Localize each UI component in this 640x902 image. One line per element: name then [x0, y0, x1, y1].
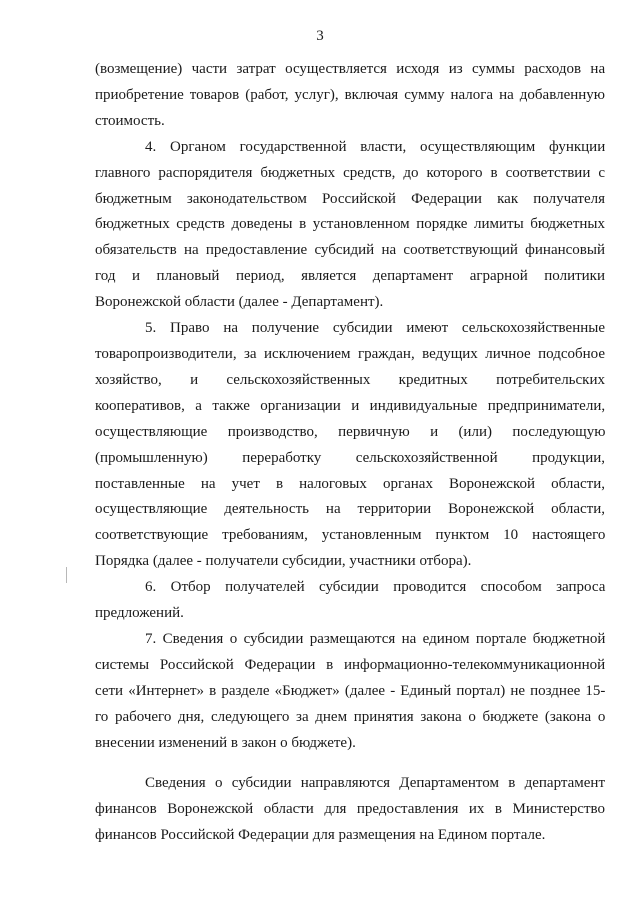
text-line: поставленные на учет в налоговых органах Воронежской области,	[95, 475, 605, 492]
text-line: предложений.	[95, 605, 184, 622]
text-line: 4. Органом государственной власти, осуществляющим функции	[145, 138, 606, 155]
text-line: финансов Воронежской области для предоставления их в Министерство	[95, 801, 605, 818]
text-line: товаропроизводители, за исключением граждан, ведущих личное подсобное	[95, 345, 605, 362]
text-line: Порядка (далее - получатели субсидии, участники отбора).	[95, 553, 472, 570]
paragraph-7	[95, 627, 605, 757]
text-line: го рабочего дня, следующего за днем принятия закона о бюджете (закона о	[95, 708, 606, 725]
text-line: 5. Право на получение субсидии имеют сельскохозяйственные	[145, 320, 605, 337]
text-line: хозяйство, и сельскохозяйственных кредитных потребительских	[95, 371, 605, 388]
text-line: год и плановый период, является департамент аграрной политики	[95, 268, 605, 285]
text-line: финансов Российской Федерации для размещения на Едином портале.	[95, 827, 546, 844]
document-body	[95, 57, 605, 849]
text-line: кооперативов, а также организации и индивидуальные предприниматели,	[95, 397, 606, 414]
text-line: Воронежской области (далее - Департамент).	[95, 294, 384, 311]
margin-scan-mark	[66, 567, 67, 583]
paragraph-6	[95, 575, 605, 627]
paragraph-continuation	[95, 57, 605, 135]
text-line: сети «Интернет» в разделе «Бюджет» (далее - Единый портал) не позднее 15-	[95, 682, 606, 699]
text-line: (возмещение) части затрат осуществляется исходя из суммы расходов на	[95, 61, 606, 77]
text-line: системы Российской Федерации в информационно-телекоммуникационной	[95, 656, 606, 673]
text-line: соответствующие требованиям, установленным пунктом 10 настоящего	[95, 527, 606, 544]
text-line: внесении изменений в закон о бюджете).	[95, 734, 356, 751]
text-line: бюджетных средств доведены в установленном порядке лимиты бюджетных	[95, 216, 605, 233]
paragraph-info-transfer	[95, 771, 605, 849]
paragraph-5	[95, 316, 605, 575]
text-line: Сведения о субсидии направляются Департаментом в департамент	[145, 775, 605, 792]
text-line: главного распорядителя бюджетных средств, до которого в соответствии с	[95, 164, 606, 181]
text-line: осуществляющие деятельность на территории Воронежской области,	[95, 501, 605, 518]
paragraph-4	[95, 135, 605, 316]
text-line: осуществляющие производство, первичную и (или) последующую	[95, 423, 606, 440]
text-line: 7. Сведения о субсидии размещаются на едином портале бюджетной	[145, 630, 606, 647]
text-line: (промышленную) переработку сельскохозяйственной продукции,	[95, 449, 605, 466]
text-line: обязательств на предоставление субсидий на соответствующий финансовый	[95, 242, 605, 259]
page-number: 3	[316, 28, 324, 44]
text-line: бюджетным законодательством Российской Федерации как получателя	[95, 190, 605, 207]
text-line: 6. Отбор получателей субсидии проводится способом запроса	[145, 579, 606, 596]
text-line: приобретение товаров (работ, услуг), включая сумму налога на добавленную	[95, 86, 605, 103]
text-line: стоимость.	[95, 112, 165, 129]
